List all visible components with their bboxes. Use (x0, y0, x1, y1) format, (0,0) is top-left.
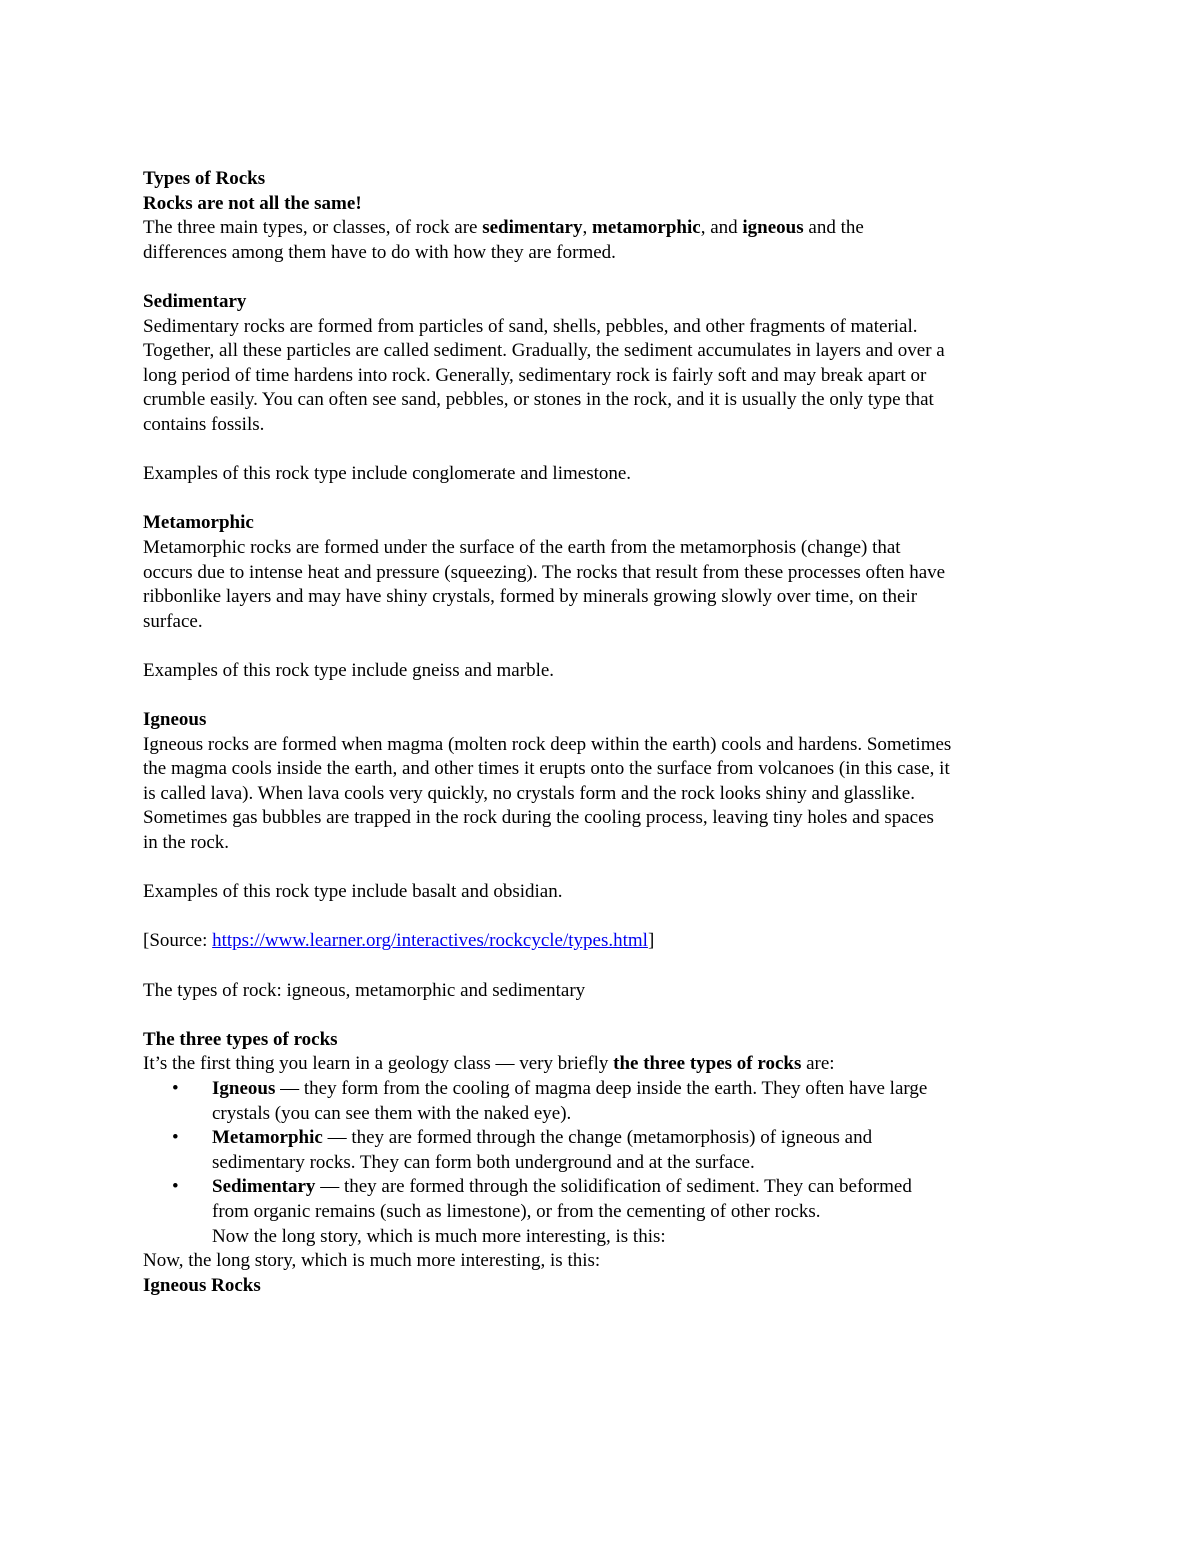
rock-types-list (143, 1077, 1063, 1249)
metamorphic-heading: Metamorphic (143, 512, 254, 534)
metamorphic-line: Metamorphic rocks are formed under the surface of the earth from the metamorphosis (change) that (143, 536, 901, 558)
sedimentary-line: crumble easily. You can often see sand, pebbles, or stones in the rock, and it is usually the only type that (143, 389, 934, 411)
intro-text-b: and the (803, 217, 864, 239)
bullet-icon: • (172, 1077, 179, 1099)
three-types-intro (143, 1052, 1063, 1077)
list-item (172, 1077, 1063, 1126)
intro-line-2: differences among them have to do with how they are formed. (143, 241, 616, 263)
igneous-examples: Examples of this rock type include basalt and obsidian. (143, 881, 563, 903)
list-item-text: Now the long story, which is much more interesting, is this: (212, 1225, 666, 1247)
three-types-intro-b: are: (801, 1053, 835, 1075)
igneous-line: is called lava). When lava cools very quickly, no crystals form and the rock looks shiny and glasslike. (143, 782, 915, 804)
metamorphic-line: surface. (143, 610, 203, 632)
source-citation (143, 929, 1063, 954)
igneous-rocks-heading: Igneous Rocks (143, 1274, 261, 1296)
metamorphic-line: ribbonlike layers and may have shiny crystals, formed by minerals growing slowly over time, on their (143, 586, 918, 608)
list-item-term: Metamorphic (212, 1127, 323, 1149)
sedimentary-heading: Sedimentary (143, 290, 247, 312)
igneous-line: in the rock. (143, 832, 230, 854)
bullet-icon: • (172, 1127, 179, 1149)
list-item-term: Igneous (212, 1077, 276, 1099)
source-link[interactable]: https://www.learner.org/interactives/rockcycle/types.html (212, 930, 648, 952)
igneous-heading: Igneous (143, 709, 207, 731)
igneous-line: Igneous rocks are formed when magma (molten rock deep within the earth) cools and hardens. Sometimes (143, 733, 952, 755)
intro-text-a: The three main types, or classes, of rock are (143, 217, 483, 239)
list-item-text: crystals (you can see them with the naked eye). (212, 1102, 572, 1124)
sedimentary-line: Sedimentary rocks are formed from particles of sand, shells, pebbles, and other fragments of material. (143, 315, 918, 337)
igneous-line: the magma cools inside the earth, and other times it erupts onto the surface from volcanoes (in this case, it (143, 758, 950, 780)
intro-term-sedimentary: sedimentary (482, 217, 583, 239)
document-title: Types of Rocks (143, 168, 266, 189)
list-item-text: — they form from the cooling of magma deep inside the earth. They often have large (275, 1077, 928, 1099)
list-item (172, 1126, 1063, 1175)
igneous-line: Sometimes gas bubbles are trapped in the rock during the cooling process, leaving tiny holes and spaces (143, 807, 934, 829)
intro-term-igneous: igneous (742, 217, 804, 239)
intro-term-metamorphic: metamorphic (592, 217, 701, 239)
list-item-text: from organic remains (such as limestone), or from the cementing of other rocks. (212, 1200, 821, 1222)
sedimentary-line: long period of time hardens into rock. Generally, sedimentary rock is fairly soft and may break apart or (143, 364, 927, 386)
sedimentary-line: contains fossils. (143, 413, 265, 435)
list-item (172, 1175, 1063, 1249)
intro-line-1 (143, 216, 1063, 241)
list-item-text: — they are formed through the solidification of sediment. They can beformed (315, 1176, 912, 1198)
source-close: ] (647, 930, 655, 952)
list-item-term: Sedimentary (212, 1176, 316, 1198)
sedimentary-examples: Examples of this rock type include conglomerate and limestone. (143, 463, 632, 485)
intro-sep-1: , (582, 217, 592, 239)
metamorphic-examples: Examples of this rock type include gneiss and marble. (143, 659, 555, 681)
types-of-rock-line: The types of rock: igneous, metamorphic and sedimentary (143, 979, 586, 1001)
list-item-text: sedimentary rocks. They can form both underground and at the surface. (212, 1151, 755, 1173)
three-types-intro-a: It’s the first thing you learn in a geology class — very briefly (143, 1053, 614, 1075)
intro-sep-2: , and (700, 217, 743, 239)
document-subtitle: Rocks are not all the same! (143, 192, 362, 214)
document-body (143, 167, 1063, 1298)
three-types-heading: The three types of rocks (143, 1028, 338, 1050)
list-item-text: — they are formed through the change (metamorphosis) of igneous and (322, 1127, 873, 1149)
sedimentary-line: Together, all these particles are called sediment. Gradually, the sediment accumulates in layers and over a (143, 340, 945, 362)
metamorphic-line: occurs due to intense heat and pressure (squeezing). The rocks that result from these processes often have (143, 561, 946, 583)
three-types-intro-bold: the three types of rocks (613, 1053, 802, 1075)
source-open: [Source: (143, 930, 213, 952)
bullet-icon: • (172, 1176, 179, 1198)
long-story-line: Now, the long story, which is much more interesting, is this: (143, 1250, 601, 1272)
